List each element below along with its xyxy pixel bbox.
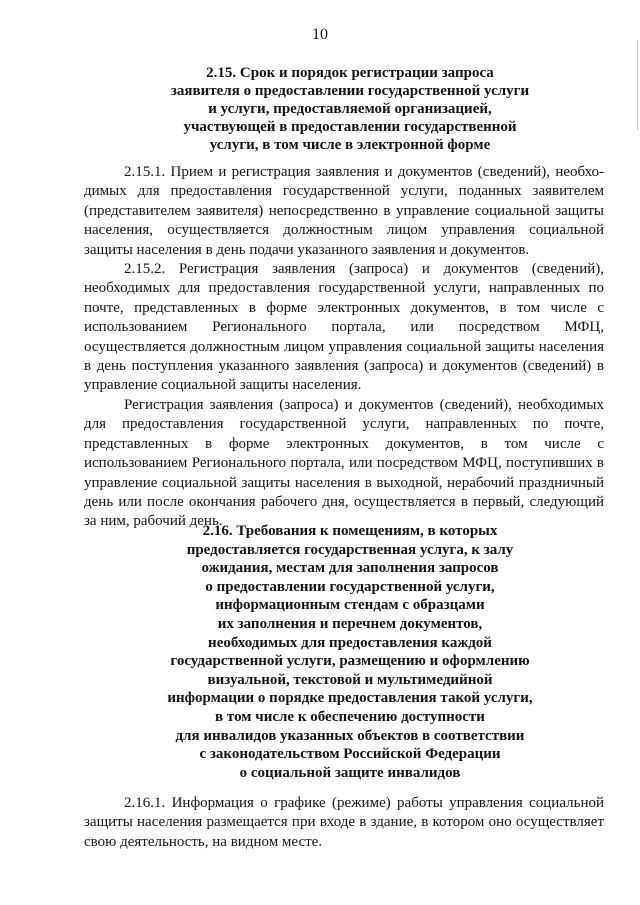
text-line: осуществляется должностным лицом управления социальной защиты населения: [84, 338, 604, 355]
heading-line: их заполнения и перечнем документов,: [217, 615, 483, 632]
section-2-15-body: [84, 163, 604, 532]
heading-line: участвующей в предоставлении государственной: [183, 119, 517, 135]
heading-line: с законодательством Российской Федерации: [199, 746, 501, 763]
heading-line: о предоставлении государственной услуги,: [205, 578, 495, 595]
text-line: для предоставления государственной услуги, направленных по почте,: [84, 416, 604, 433]
text-line: управление социальной защиты населения в выходной, нерабочий праздничный: [84, 474, 604, 491]
text-line: день или после окончания рабочего дня, осуществляется в первый, следующий: [84, 493, 604, 510]
section-2-16-body: [84, 794, 604, 852]
heading-line: ожидания, местам для заполнения запросов: [201, 560, 499, 577]
text-line: использованием Регионального портала, или посредством МФЦ, поступивших в: [84, 455, 604, 472]
heading-line: услуги, в том числе в электронной форме: [209, 137, 491, 153]
text-line: 2.15.1. Прием и регистрация заявления и документов (сведений), необхо-: [124, 164, 604, 180]
text-line: Регистрация заявления (запроса) и документов (сведений), необходимых: [124, 396, 604, 413]
text-line: населения, осуществляется должностным лицом управления социальной: [84, 222, 604, 239]
text-line: (представителем заявителя) непосредственно в управление социальной защиты: [84, 202, 604, 219]
text-line: димых для предоставления государственной услуги, поданных заявителем: [84, 183, 604, 200]
heading-line: государственной услуги, размещению и оформлению: [170, 653, 530, 670]
heading-line: предоставляется государственная услуга, к залу: [186, 541, 514, 558]
section-2-15-heading: [80, 64, 620, 154]
text-line: почте, представленных в форме электронных документов, в том числе с: [84, 299, 604, 316]
text-line: необходимых для предоставления государственной услуги, направленных по: [84, 280, 604, 297]
heading-line: 2.15. Срок и порядок регистрации запроса: [206, 65, 494, 81]
heading-line: и услуги, предоставляемой организацией,: [208, 101, 492, 117]
paragraph-2-15-2-cont: [84, 396, 604, 532]
heading-line: информационным стендам с образцами: [215, 597, 485, 614]
page-number: 10: [312, 26, 328, 43]
text-line: использованием Регионального портала, или посредством МФЦ,: [84, 319, 604, 336]
heading-line: заявителя о предоставлении государственной услуги: [170, 83, 530, 99]
text-line: управление социальной защиты населения.: [84, 377, 362, 394]
paragraph-2-15-2: [84, 260, 604, 396]
heading-line: о социальной защите инвалидов: [239, 764, 461, 781]
scan-edge-mark: [637, 40, 638, 130]
heading-line: необходимых для предоставления каждой: [208, 634, 492, 651]
text-line: представленных в форме электронных документов, в том числе с: [84, 435, 604, 452]
paragraph-2-16-1: [84, 794, 604, 852]
text-line: в день поступления указанного заявления (запроса) и документов (сведений) в: [84, 358, 604, 375]
text-line: 2.16.1. Информация о графике (режиме) работы управления социальной: [124, 795, 604, 811]
heading-line: 2.16. Требования к помещениям, в которых: [202, 523, 498, 539]
text-line: свою деятельность, на видном месте.: [84, 833, 323, 850]
section-2-16-heading: [80, 522, 620, 782]
text-line: защиты населения в день подачи указанного заявления и документов.: [84, 241, 530, 258]
heading-line: информации о порядке предоставления такой услуги,: [167, 690, 533, 707]
text-line: 2.15.2. Регистрация заявления (запроса) и документов (сведений),: [124, 261, 604, 278]
heading-line: для инвалидов указанных объектов в соответствии: [175, 727, 525, 744]
paragraph-2-15-1: [84, 163, 604, 260]
heading-line: в том числе к обеспечению доступности: [215, 708, 485, 725]
heading-line: визуальной, текстовой и мультимедийной: [207, 671, 493, 688]
text-line: защиты населения размещается при входе в здание, в котором оно осуществляет: [84, 814, 604, 831]
text-line: за ним, рабочий день.: [84, 513, 223, 530]
